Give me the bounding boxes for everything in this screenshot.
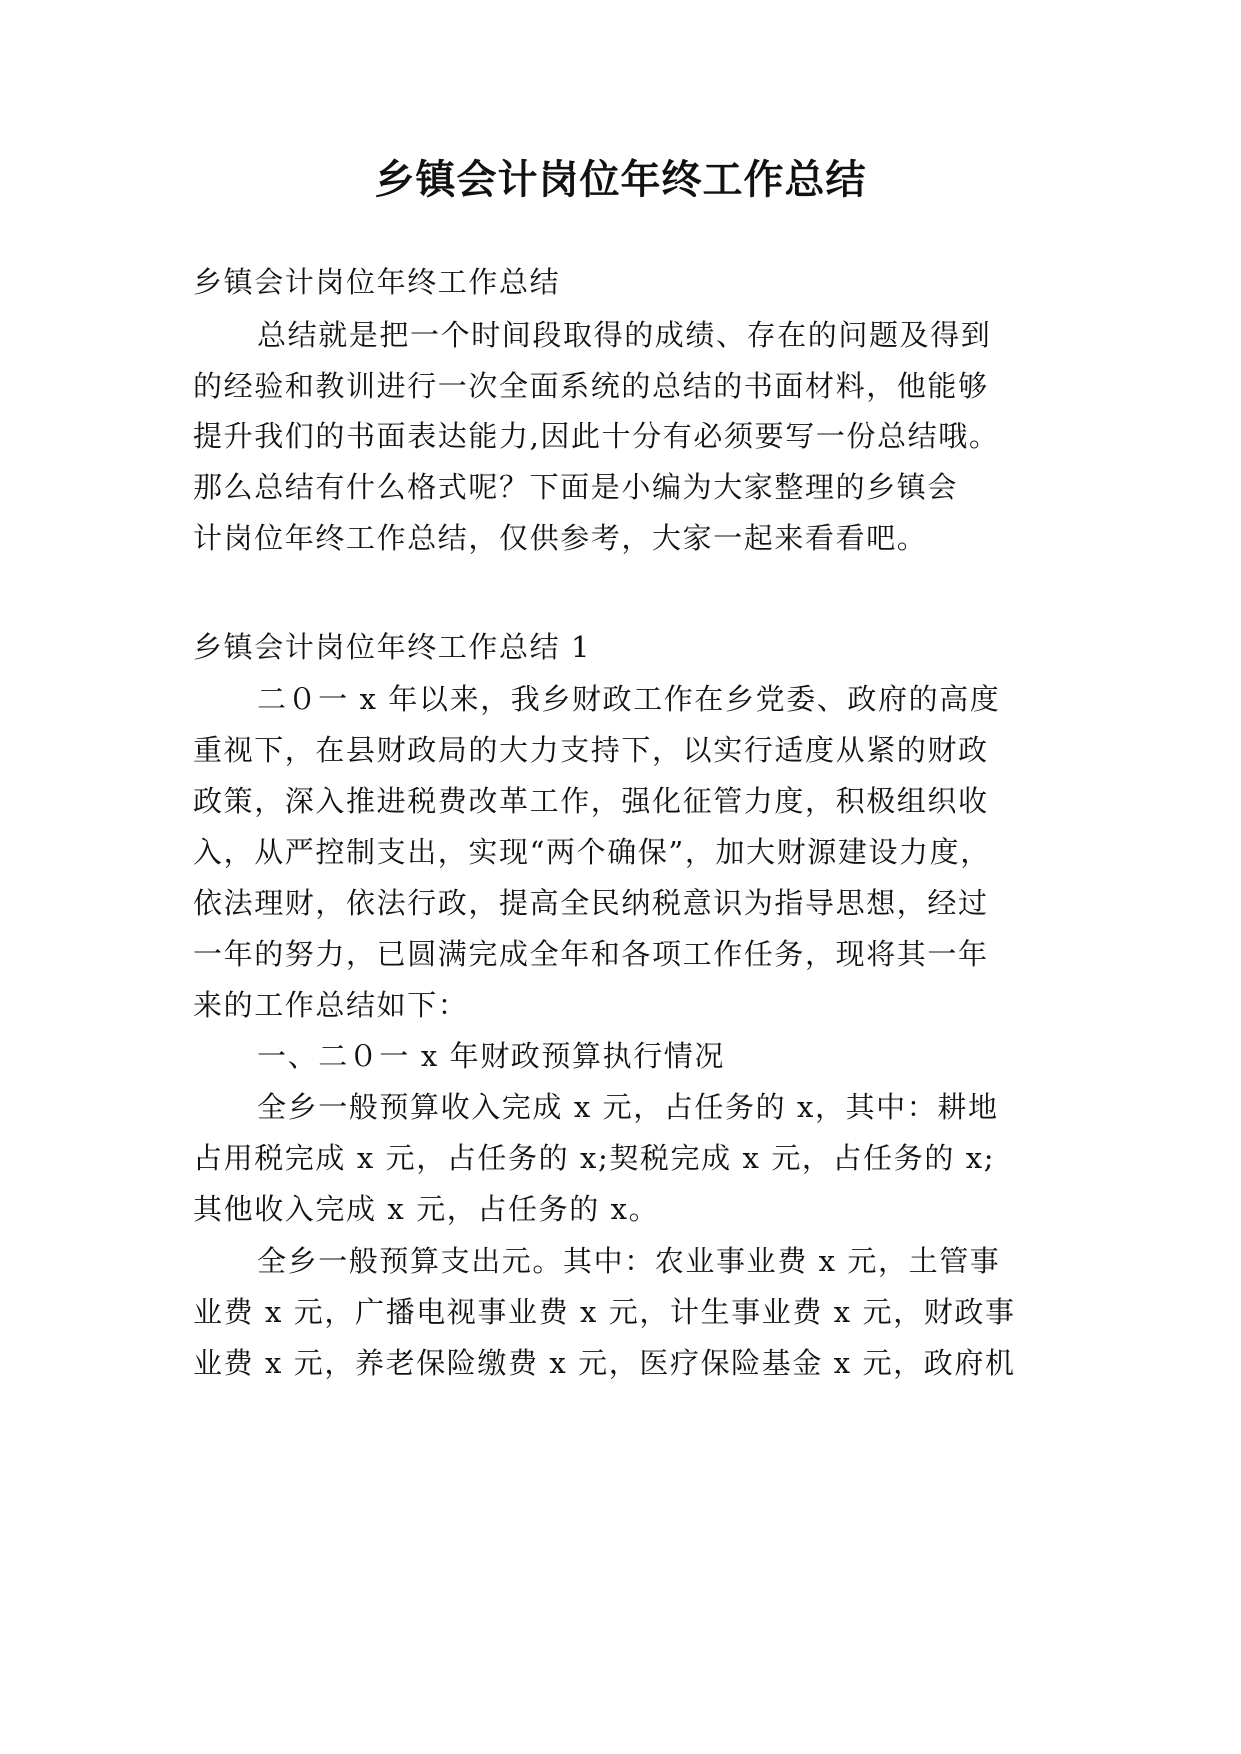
section-heading: 一、二０一 x 年财政预算执行情况 [257,1039,725,1073]
body-line: 其他收入完成 x 元，占任务的 x。 [193,1192,660,1226]
body-line: 占用税完成 x 元，占任务的 x;契税完成 x 元，占任务的 x; [193,1141,996,1175]
body-line: 计岗位年终工作总结，仅供参考，大家一起来看看吧。 [193,521,928,555]
document-title: 乡镇会计岗位年终工作总结 [374,157,867,203]
body-line: 一年的努力，已圆满完成全年和各项工作任务，现将其一年 [193,937,989,971]
body-line: 提升我们的书面表达能力,因此十分有必须要写一份总结哦。 [193,419,1000,453]
body-line: 重视下，在县财政局的大力支持下，以实行适度从紧的财政 [193,733,989,767]
body-line: 的经验和教训进行一次全面系统的总结的书面材料，他能够 [193,369,989,403]
body-line: 依法理财，依法行政，提高全民纳税意识为指导思想，经过 [193,886,989,920]
body-line: 全乡一般预算支出元。其中：农业事业费 x 元，土管事 [257,1244,1001,1278]
body-line: 全乡一般预算收入完成 x 元，占任务的 x，其中：耕地 [257,1090,999,1124]
body-line: 二０一 x 年以来，我乡财政工作在乡党委、政府的高度 [257,682,1001,716]
body-line: 业费 x 元，养老保险缴费 x 元，医疗保险基金 x 元，政府机 [193,1346,1016,1380]
body-line: 入，从严控制支出，实现“两个确保”，加大财源建设力度， [193,835,991,869]
body-line: 业费 x 元，广播电视事业费 x 元，计生事业费 x 元，财政事 [193,1295,1016,1329]
subheading: 乡镇会计岗位年终工作总结 [193,265,561,299]
section-heading: 乡镇会计岗位年终工作总结 1 [193,630,592,664]
body-line: 那么总结有什么格式呢？下面是小编为大家整理的乡镇会 [193,470,959,504]
body-line: 来的工作总结如下： [193,988,469,1022]
body-line: 总结就是把一个时间段取得的成绩、存在的问题及得到 [257,318,992,352]
body-line: 政策，深入推进税费改革工作，强化征管力度，积极组织收 [193,784,989,818]
